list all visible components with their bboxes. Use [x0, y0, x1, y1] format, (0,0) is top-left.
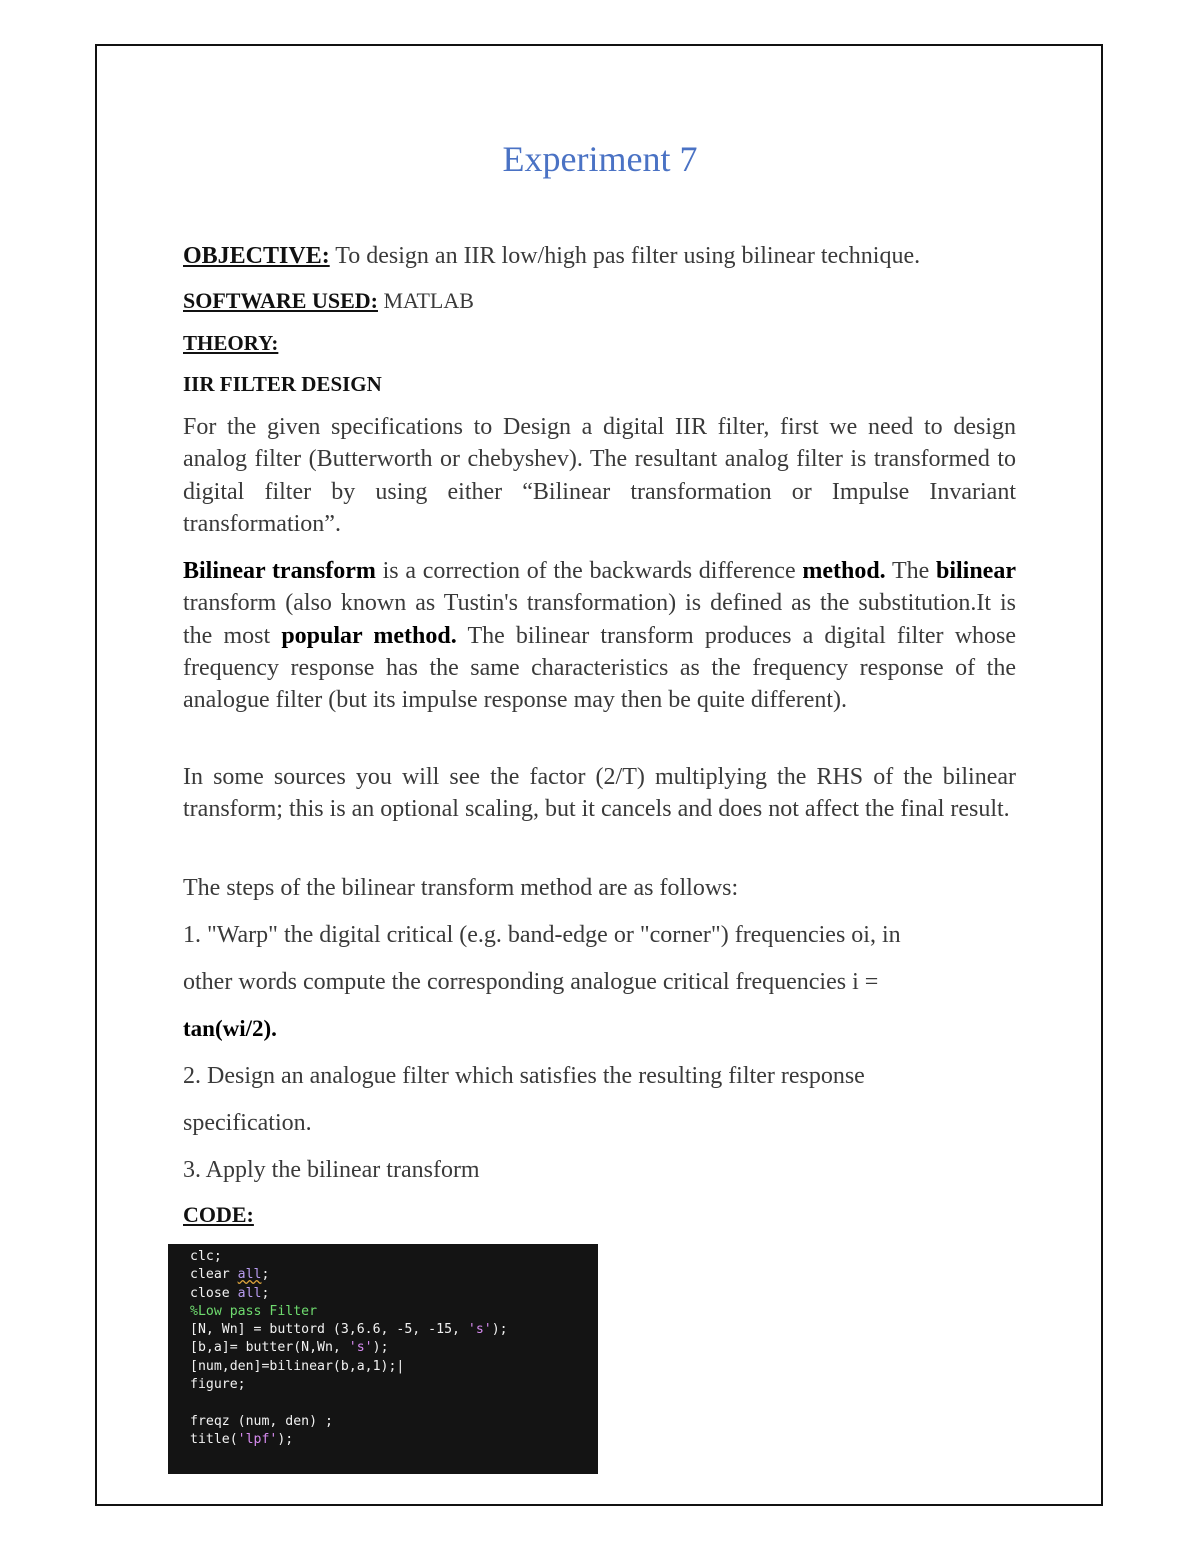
objective-text: To design an IIR low/high pas filter using bilinear technique.: [329, 243, 921, 269]
code-line: clc;: [190, 1249, 222, 1264]
step-1-line-b: other words compute the corresponding analogue critical frequencies i =: [183, 969, 879, 995]
step-2-line-b: specification.: [183, 1110, 312, 1136]
popular-method-term: popular method.: [281, 622, 457, 649]
code-line: [190, 1285, 598, 1303]
paragraph-bilinear-text-3: transform (also known as Tustin's transformation) is defined as the substitution.It is the most: [183, 590, 1016, 649]
code-label-line: [183, 1199, 254, 1231]
code-string: 's': [348, 1340, 373, 1356]
step-1-line-c: [183, 1013, 277, 1045]
code-token: clear: [190, 1267, 238, 1283]
bilinear-term: bilinear: [935, 558, 1016, 584]
code-keyword: all: [237, 1285, 262, 1301]
objective-label: OBJECTIVE:: [183, 243, 330, 269]
code-line: [190, 1339, 598, 1357]
code-token: );: [491, 1322, 508, 1338]
code-token: ;: [261, 1285, 270, 1301]
code-token: );: [277, 1431, 294, 1447]
code-string: 's': [467, 1322, 492, 1338]
code-keyword: all: [237, 1267, 262, 1283]
paragraph-bilinear-text-4: The bilinear transform produces a digital filter whose frequency response has the same characteristics as the frequency response of the analogue filter (but its impulse response may then be quite different).: [183, 622, 1017, 714]
section-heading: IIR FILTER DESIGN: [183, 372, 382, 396]
code-token: [b,a]= butter(N,Wn,: [190, 1340, 349, 1356]
software-label: SOFTWARE USED:: [183, 288, 378, 313]
code-string: 'lpf': [237, 1431, 278, 1447]
code-token: ;: [261, 1267, 270, 1283]
code-token: close: [190, 1285, 238, 1301]
method-term: method.: [802, 558, 886, 584]
code-line: freqz (num, den) ;: [190, 1413, 333, 1429]
code-line: [190, 1431, 598, 1449]
bilinear-transform-term: Bilinear transform: [183, 558, 376, 584]
code-line: [190, 1266, 598, 1284]
software-line: [183, 285, 474, 317]
code-line: [190, 1321, 598, 1339]
theory-label: THEORY:: [183, 331, 279, 355]
page-title: Experiment 7: [502, 139, 698, 179]
software-text: MATLAB: [377, 288, 474, 313]
step-3-line: 3. Apply the bilinear transform: [183, 1157, 480, 1183]
code-block: [168, 1244, 598, 1474]
paragraph-bilinear-text-1: is a correction of the backwards difference: [375, 558, 803, 584]
code-label: CODE:: [183, 1202, 254, 1227]
code-token: title(: [190, 1431, 238, 1447]
step-1-line-a: 1. "Warp" the digital critical (e.g. band-edge or "corner") frequencies oi, in: [183, 922, 901, 948]
step-1-formula: tan(wi/2).: [183, 1016, 277, 1041]
paragraph-intro: For the given specifications to Design a digital IIR filter, first we need to design analog filter (Butterworth or chebyshev). The resultant analog filter is transformed to digital filter by using either “Bilinear transformation or Impulse Invariant transformation”.: [183, 414, 1016, 537]
code-token: [N, Wn] = buttord (3,6.6, -5, -15,: [190, 1322, 468, 1338]
paragraph-scaling: In some sources you will see the factor (2/T) multiplying the RHS of the bilinear transform; this is an optional scaling, but it cancels and does not affect the final result.: [183, 764, 1016, 823]
paragraph-bilinear: [183, 555, 1016, 716]
objective-line: [183, 240, 920, 272]
code-comment: %Low pass Filter: [190, 1303, 318, 1319]
step-2-line-a: 2. Design an analogue filter which satisfies the resulting filter response: [183, 1063, 865, 1089]
section-heading-line: [183, 368, 382, 400]
theory-line: [183, 327, 278, 359]
paragraph-bilinear-text-2: The: [885, 558, 936, 584]
code-blank-line: [190, 1394, 598, 1412]
code-token: );: [372, 1340, 389, 1356]
code-line: figure;: [190, 1377, 246, 1393]
code-line: [num,den]=bilinear(b,a,1);|: [190, 1358, 405, 1374]
steps-intro: The steps of the bilinear transform method are as follows:: [183, 875, 739, 901]
